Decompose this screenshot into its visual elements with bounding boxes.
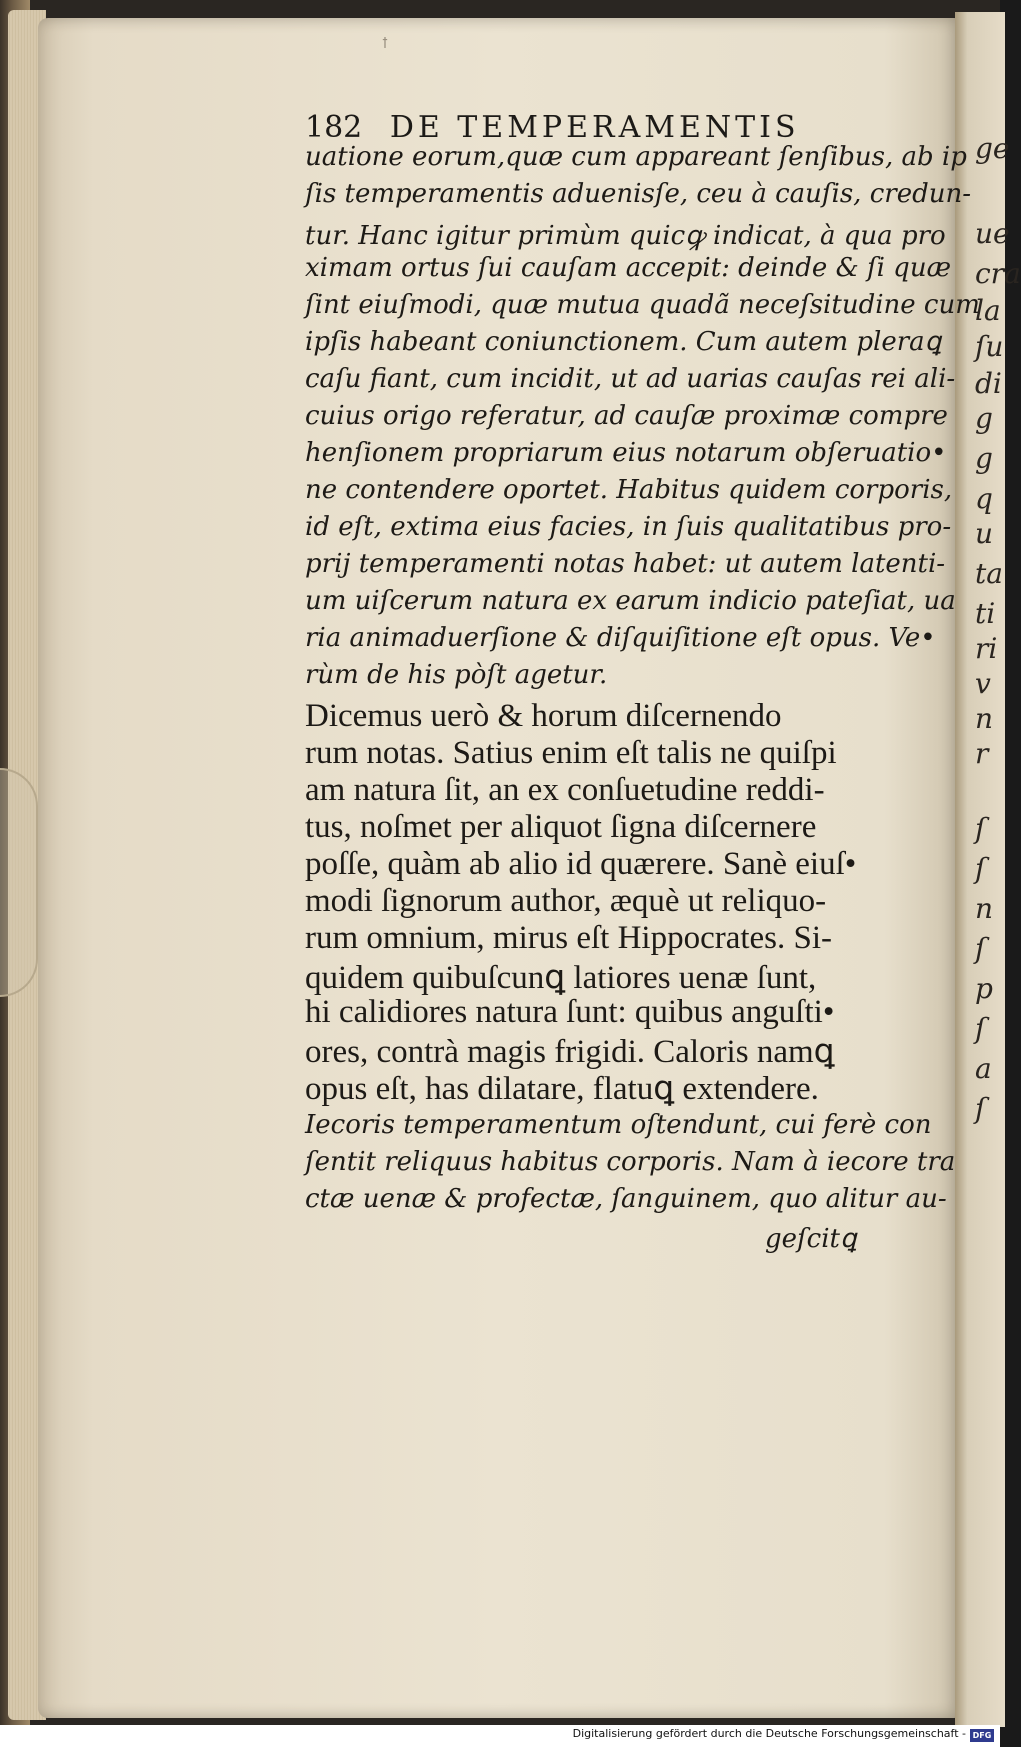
facing-page-fragment: ge bbox=[975, 132, 1010, 165]
facing-page-fragment: u bbox=[975, 517, 994, 550]
text-line: rùm de his pòſt agetur. bbox=[305, 660, 608, 690]
facing-page-fragment: r bbox=[975, 737, 989, 770]
text-line: ximam ortus ſui cauſam accepit: deinde & ſi quæ bbox=[305, 253, 952, 283]
pencil-mark: ꝉ bbox=[382, 36, 388, 52]
text-line: am natura ſit, an ex conſuetudine reddi- bbox=[305, 772, 825, 808]
text-line: cuius origo referatur, ad cauſæ proximæ compre bbox=[305, 401, 948, 431]
text-line: modi ſignorum author, æquè ut reliquo- bbox=[305, 883, 827, 919]
text-line: um uiſcerum natura ex earum indicio pateſiat, ua bbox=[305, 586, 956, 616]
text-line: Iecoris temperamentum oſtendunt, cui ferè con bbox=[305, 1110, 932, 1140]
facing-page-fragment: ue bbox=[975, 217, 1010, 250]
text-line: prij temperamenti notas habet: ut autem latenti- bbox=[305, 549, 946, 579]
facing-page-fragment: ſu bbox=[975, 330, 1004, 363]
text-line: id eſt, extima eius facies, in ſuis qualitatibus pro- bbox=[305, 512, 952, 542]
text-line: rum omnium, mirus eſt Hippocrates. Si- bbox=[305, 920, 833, 956]
running-header bbox=[305, 110, 865, 145]
facing-page-fragment: di bbox=[975, 367, 1002, 400]
facing-page-fragment: g bbox=[975, 442, 993, 475]
dfg-logo: DFG bbox=[970, 1729, 994, 1742]
catchword bbox=[765, 1224, 885, 1254]
credit-text: Digitalisierung gefördert durch die Deutsche Forschungsgemeinschaft - bbox=[572, 1727, 966, 1740]
text-line: ſint eiuſmodi, quæ mutua quadã neceſsitudine cum bbox=[305, 290, 980, 320]
text-line: tur. Hanc igitur primùm quicꝙ indicat, à qua pro bbox=[305, 221, 946, 251]
facing-page-fragment: la bbox=[975, 294, 1001, 327]
facing-page-fragment: ſ bbox=[975, 1092, 986, 1125]
facing-page-fragment: cra bbox=[975, 257, 1021, 290]
facing-page-edge bbox=[955, 12, 1021, 1727]
text-line: ctæ uenæ & profectæ, ſanguinem, quo alitur au- bbox=[305, 1184, 947, 1214]
text-line: tus, noſmet per aliquot ſigna diſcernere bbox=[305, 809, 817, 845]
facing-page-fragment: ta bbox=[975, 557, 1003, 590]
text-line: poſſe, quàm ab alio id quærere. Sanè eiuſ• bbox=[305, 846, 857, 882]
catchword-text: geſcitꝗ bbox=[765, 1224, 857, 1254]
facing-page-fragment: p bbox=[975, 972, 993, 1005]
text-line: ipſis habeant coniunctionem. Cum autem pleraꝗ bbox=[305, 327, 942, 357]
facing-page-fragment: v bbox=[975, 667, 991, 700]
running-title: DE TEMPERAMENTIS bbox=[389, 110, 800, 145]
text-line: Dicemus uerò & horum diſcernendo bbox=[305, 698, 782, 734]
text-line: ne contendere oportet. Habitus quidem corporis, bbox=[305, 475, 953, 505]
text-line: ſentit reliquus habitus corporis. Nam à iecore tra bbox=[305, 1147, 956, 1177]
facing-page-fragment: ſ bbox=[975, 812, 986, 845]
facing-page-fragment: q bbox=[975, 482, 993, 515]
text-line: quidem quibuſcunꝗ latiores uenæ ſunt, bbox=[305, 960, 817, 996]
text-line: ria animaduerſione & diſquiſitione eſt opus. Ve• bbox=[305, 623, 936, 653]
text-line: hi calidiores natura ſunt: quibus anguſti• bbox=[305, 994, 835, 1030]
facing-page-fragment: ti bbox=[975, 597, 996, 630]
credit-bar bbox=[0, 1725, 1000, 1747]
text-line: ſis temperamentis aduenisſe, ceu à cauſis, credun- bbox=[305, 179, 972, 209]
facing-page-fragment: n bbox=[975, 702, 994, 735]
text-line: caſu fiant, cum incidit, ut ad uarias cauſas rei ali- bbox=[305, 364, 956, 394]
facing-page-fragment: g bbox=[975, 402, 993, 435]
text-line: uatione eorum,quæ cum appareant ſenſibus, ab ip bbox=[305, 142, 967, 172]
facing-page-fragment: a bbox=[975, 1052, 992, 1085]
folio-number: 182 bbox=[305, 110, 363, 145]
text-line: ores, contrà magis frigidi. Caloris namꝗ bbox=[305, 1034, 835, 1070]
facing-page-fragment: ri bbox=[975, 632, 998, 665]
text-line: rum notas. Satius enim eſt talis ne quiſpi bbox=[305, 735, 837, 771]
facing-page-fragment: ſ bbox=[975, 1012, 986, 1045]
facing-page-fragment: ſ bbox=[975, 932, 986, 965]
facing-page-fragment: n bbox=[975, 892, 994, 925]
text-line: opus eſt, has dilatare, flatuꝗ extendere. bbox=[305, 1071, 819, 1107]
book-clasp bbox=[0, 768, 38, 997]
text-line: henſionem propriarum eius notarum obſeruatio• bbox=[305, 438, 947, 468]
facing-page-fragment: ſ bbox=[975, 852, 986, 885]
